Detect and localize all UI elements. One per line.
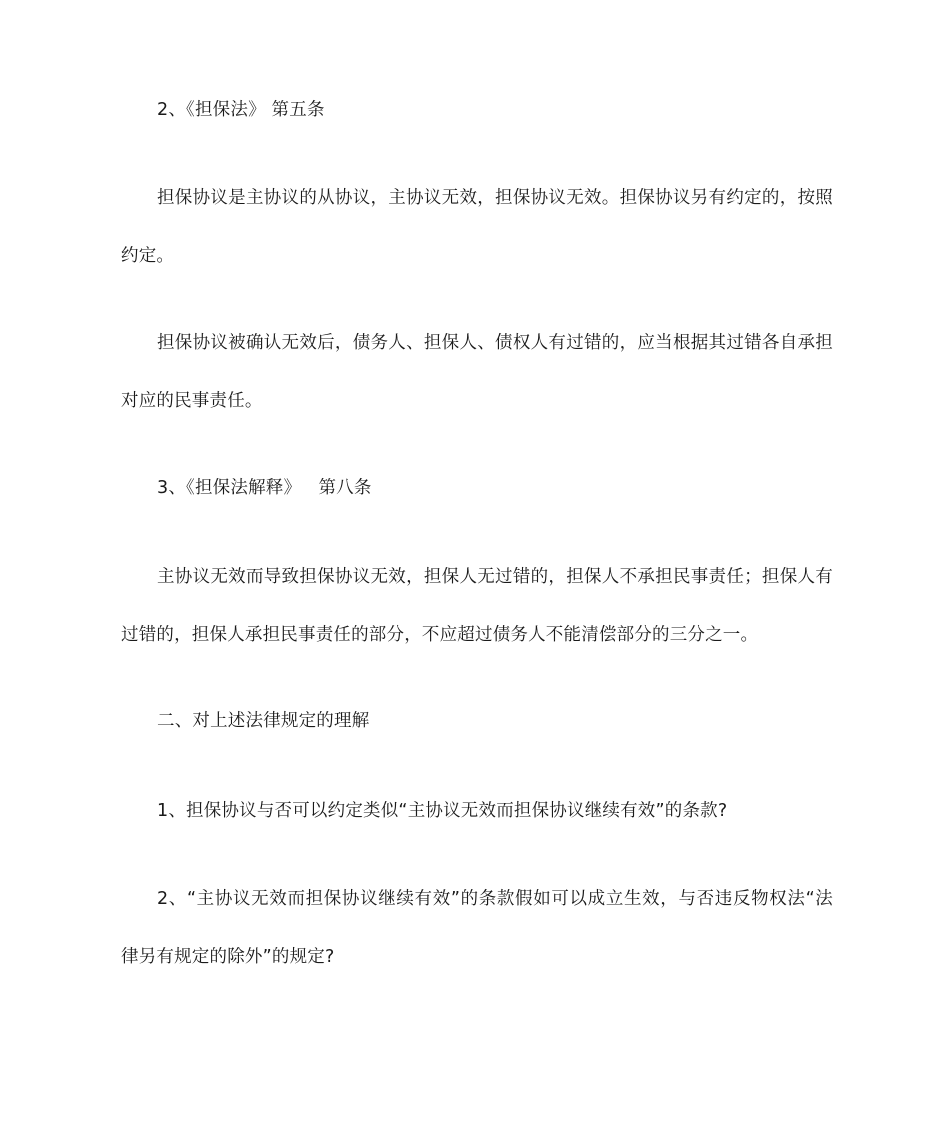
question-item-1: 1、担保协议与否可以约定类似“主协议无效而担保协议继续有效”的条款? — [157, 801, 728, 821]
article-heading-interpretation-art8: 3、《担保法解释》 第八条 — [157, 478, 372, 498]
question-item-2: 2、“主协议无效而担保协议继续有效”的条款假如可以成立生效，与否违反物权法“法律另有规定的除外”的规定? — [121, 889, 833, 967]
paragraph-guarantee-subordinate: 担保协议是主协议的从协议，主协议无效，担保协议无效。担保协议另有约定的，按照约定。 — [121, 188, 833, 266]
paragraph-invalid-liability: 担保协议被确认无效后，债务人、担保人、债权人有过错的，应当根据其过错各自承担对应的民事责任。 — [121, 333, 833, 411]
section-heading-understanding: 二、对上述法律规定的理解 — [157, 711, 370, 731]
paragraph-guarantor-liability: 主协议无效而导致担保协议无效，担保人无过错的，担保人不承担民事责任；担保人有过错的，担保人承担民事责任的部分，不应超过债务人不能清偿部分的三分之一。 — [121, 567, 833, 645]
article-heading-guarantee-law-art5: 2、《担保法》 第五条 — [157, 100, 325, 120]
